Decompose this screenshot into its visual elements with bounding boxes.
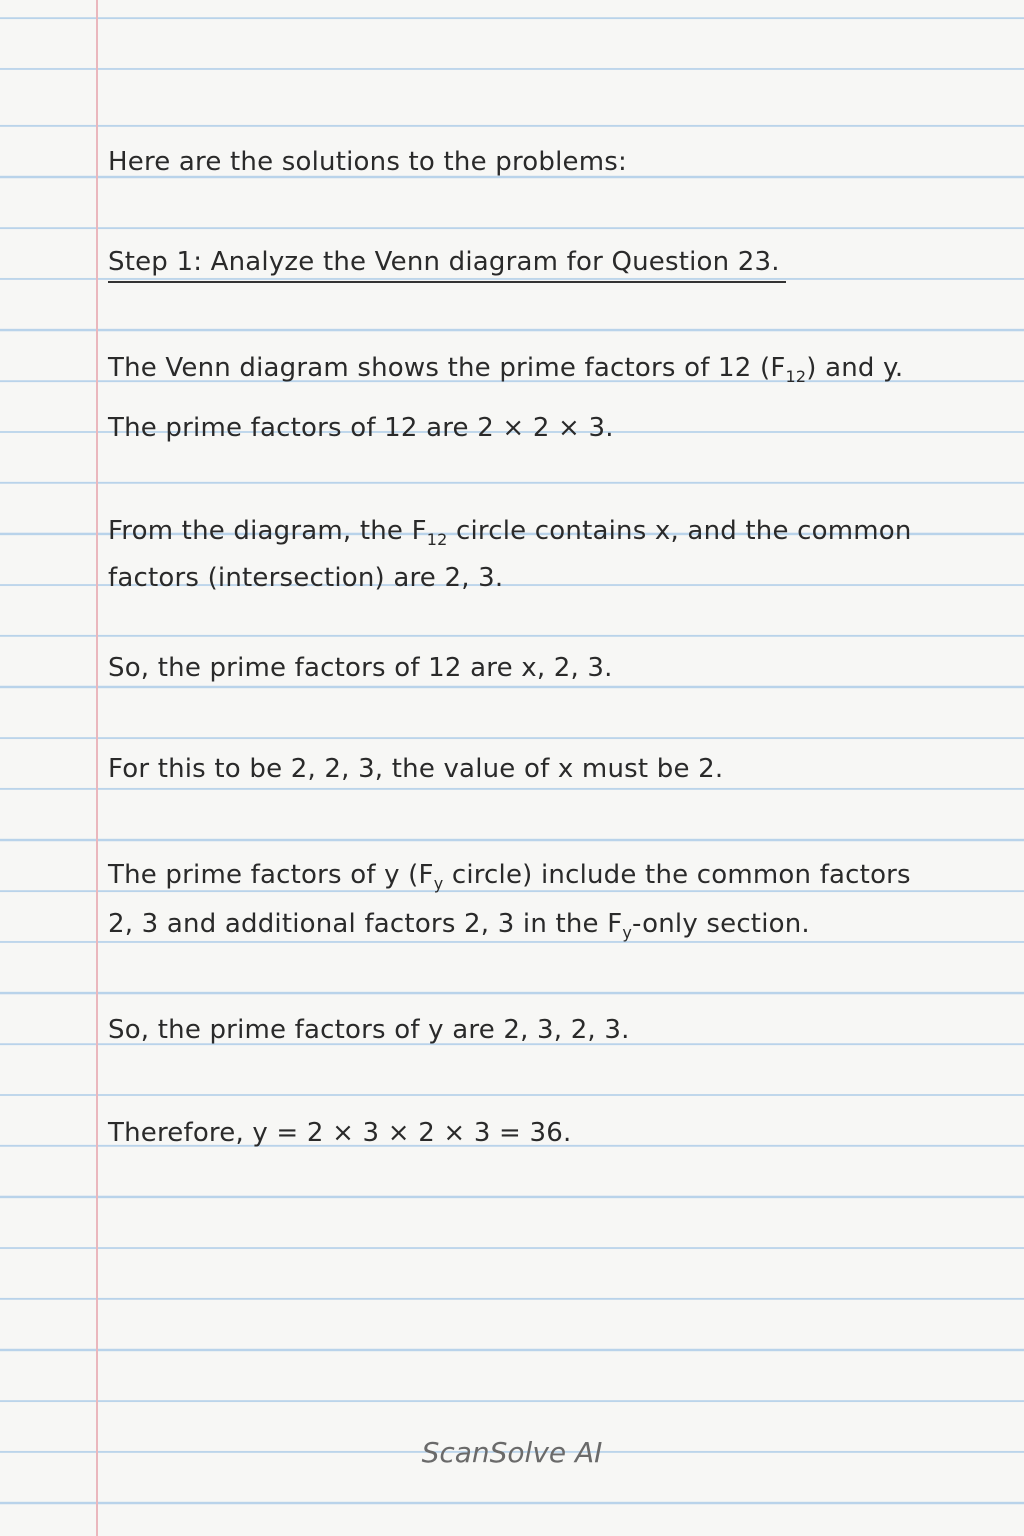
para7-text: Therefore, y = 2 × 3 × 2 × 3 = 36. (108, 1118, 572, 1148)
para2-line1-text-b: circle contains x, and the common (447, 516, 912, 546)
para1-line2: The prime factors of 12 are 2 × 2 × 3. (108, 413, 614, 443)
notebook-margin-line (96, 0, 98, 1536)
para5-line2-subscript: y (622, 923, 633, 942)
para1-line1-subscript: 12 (785, 367, 807, 386)
para5-line1-text-a: The prime factors of y (F (108, 860, 434, 890)
para2-line1-subscript: 12 (426, 530, 448, 549)
para6-text: So, the prime factors of y are 2, 3, 2, 3. (108, 1015, 630, 1045)
para1-line1-text-b: ) and y. (806, 353, 904, 383)
para5-line2 (108, 904, 810, 944)
intro-text: Here are the solutions to the problems: (108, 147, 627, 177)
para5-line1 (108, 855, 911, 895)
para1-line1 (108, 348, 903, 388)
para2-line1-text-a: From the diagram, the F (108, 516, 427, 546)
footer-brand: ScanSolve AI (421, 1436, 603, 1469)
para5-line2-text-a: 2, 3 and additional factors 2, 3 in the F (108, 909, 623, 939)
para2-line2: factors (intersection) are 2, 3. (108, 563, 504, 593)
para3-text: So, the prime factors of 12 are x, 2, 3. (108, 653, 613, 683)
para5-line1-subscript: y (433, 874, 444, 893)
para2-line1 (108, 511, 912, 551)
para1-line1-text-a: The Venn diagram shows the prime factors of 12 (F (108, 353, 786, 383)
para4-text: For this to be 2, 2, 3, the value of x must be 2. (108, 754, 724, 784)
step1-heading: Step 1: Analyze the Venn diagram for Question 23. (108, 243, 786, 283)
para5-line2-text-b: -only section. (632, 909, 810, 939)
para5-line1-text-b: circle) include the common factors (443, 860, 911, 890)
